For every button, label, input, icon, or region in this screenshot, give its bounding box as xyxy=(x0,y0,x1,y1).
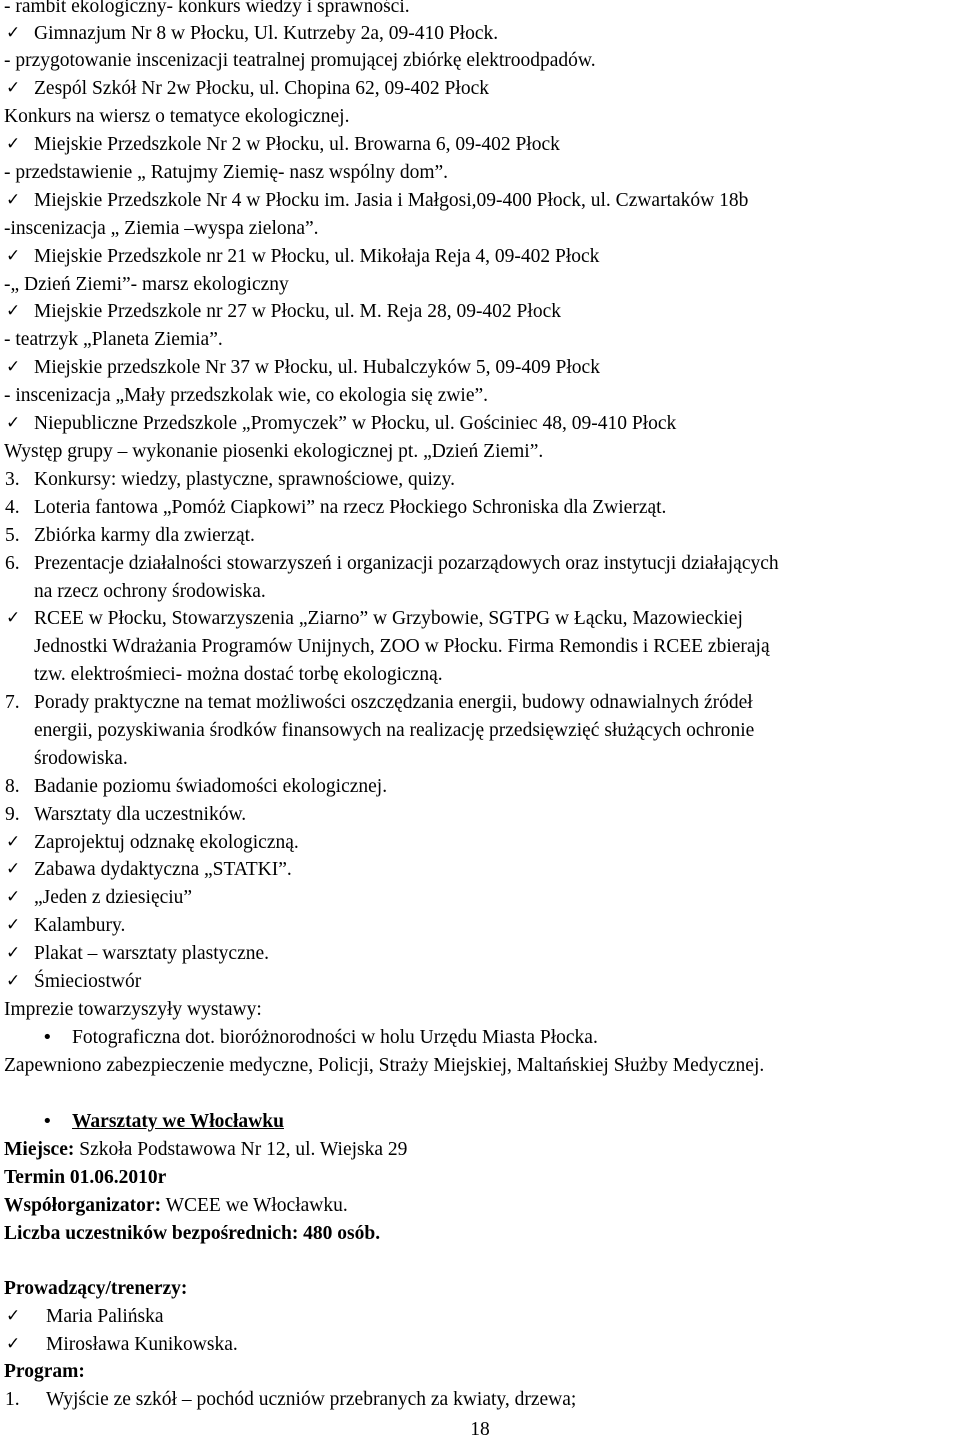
numbered-item-continuation: energii, pozyskiwania środków finansowych na realizację przedsięwzięć służących ochronie xyxy=(34,720,755,741)
checkmark-icon: ✓ xyxy=(6,78,21,98)
list-item: Miejskie Przedszkole Nr 2 w Płocku, ul. Browarna 6, 09-402 Płock xyxy=(34,134,560,155)
checkmark-icon: ✓ xyxy=(6,246,21,266)
checkmark-icon: ✓ xyxy=(6,134,21,154)
bullet-item: Fotograficzna dot. bioróżnorodności w holu Urzędu Miasta Płocka. xyxy=(72,1027,598,1048)
bullet-icon: • xyxy=(42,1027,53,1048)
program-item: Wyjście ze szkół – pochód uczniów przebranych za kwiaty, drzewa; xyxy=(46,1389,577,1410)
checkmark-icon: ✓ xyxy=(6,943,21,963)
place-value: Szkoła Podstawowa Nr 12, ul. Wiejska 29 xyxy=(74,1139,408,1160)
list-item: Miejskie przedszkole Nr 37 w Płocku, ul. Hubalczyków 5, 09-409 Płock xyxy=(34,357,600,378)
trainer-item: Maria Palińska xyxy=(46,1306,164,1327)
numbered-item: Prezentacje działalności stowarzyszeń i organizacji pozarządowych oraz instytucji działających xyxy=(34,553,779,574)
coorganizer-label: Współorganizator: xyxy=(4,1195,162,1216)
program-label: Program: xyxy=(4,1361,85,1382)
list-item: Plakat – warsztaty plastyczne. xyxy=(34,943,269,964)
checkmark-icon: ✓ xyxy=(6,1334,21,1354)
list-item: Zespól Szkół Nr 2w Płocku, ul. Chopina 62, 09-402 Płock xyxy=(34,78,489,99)
text-line: -inscenizacja „ Ziemia –wyspa zielona”. xyxy=(4,218,319,239)
checkmark-icon: ✓ xyxy=(6,832,21,852)
trainer-item: Mirosława Kunikowska. xyxy=(46,1334,238,1355)
checkmark-icon: ✓ xyxy=(6,971,21,991)
coorganizer-value: WCEE we Włocławku. xyxy=(161,1195,348,1216)
list-item: Zaprojektuj odznakę ekologiczną. xyxy=(34,832,299,853)
checkmark-icon: ✓ xyxy=(6,357,21,377)
trainers-label: Prowadzący/trenerzy: xyxy=(4,1278,188,1299)
text-line: Zapewniono zabezpieczenie medyczne, Policji, Straży Miejskiej, Maltańskiej Służby Medycznej. xyxy=(4,1055,765,1076)
place-label: Miejsce: xyxy=(4,1139,75,1160)
numbered-item-continuation: środowiska. xyxy=(34,748,128,769)
checkmark-icon: ✓ xyxy=(6,887,21,907)
checkmark-icon: ✓ xyxy=(6,23,21,43)
checkmark-icon: ✓ xyxy=(6,1306,21,1326)
text-line: Konkurs na wiersz o tematyce ekologicznej. xyxy=(4,106,350,127)
participants-line: Liczba uczestników bezpośrednich: 480 osób. xyxy=(4,1223,381,1244)
text-line: Imprezie towarzyszyły wystawy: xyxy=(4,999,262,1020)
list-number: 9. xyxy=(5,804,20,825)
list-item: Śmieciostwór xyxy=(34,971,142,992)
numbered-item: Zbiórka karmy dla zwierząt. xyxy=(34,525,255,546)
list-item: Zabawa dydaktyczna „STATKI”. xyxy=(34,859,292,880)
bullet-icon: • xyxy=(42,1111,53,1132)
list-number: 6. xyxy=(5,553,20,574)
list-item-continuation: tzw. elektrośmieci- można dostać torbę ekologiczną. xyxy=(34,664,443,685)
text-line: -„ Dzień Ziemi”- marsz ekologiczny xyxy=(4,274,289,295)
text-line: - inscenizacja „Mały przedszkolak wie, co ekologia się zwie”. xyxy=(4,385,489,406)
list-item: Kalambury. xyxy=(34,915,126,936)
list-item: Miejskie Przedszkole Nr 4 w Płocku im. Jasia i Małgosi,09-400 Płock, ul. Czwartaków 18b xyxy=(34,190,749,211)
text-line: - przygotowanie inscenizacji teatralnej promującej zbiórkę elektroodpadów. xyxy=(4,50,596,71)
numbered-item-continuation: na rzecz ochrony środowiska. xyxy=(34,581,266,602)
numbered-item: Konkursy: wiedzy, plastyczne, sprawnościowe, quizy. xyxy=(34,469,455,490)
page-number: 18 xyxy=(470,1419,490,1440)
list-item: Niepubliczne Przedszkole „Promyczek” w Płocku, ul. Gościniec 48, 09-410 Płock xyxy=(34,413,677,434)
checkmark-icon: ✓ xyxy=(6,413,21,433)
numbered-item: Loteria fantowa „Pomóż Ciapkowi” na rzecz Płockiego Schroniska dla Zwierząt. xyxy=(34,497,667,518)
list-number: 3. xyxy=(5,469,20,490)
list-item: RCEE w Płocku, Stowarzyszenia „Ziarno” w Grzybowie, SGTPG w Łącku, Mazowieckiej xyxy=(34,608,743,629)
place-line xyxy=(4,1136,407,1163)
section-heading: Warsztaty we Włocławku xyxy=(72,1111,284,1132)
list-number: 4. xyxy=(5,497,20,518)
numbered-item: Porady praktyczne na temat możliwości oszczędzania energii, budowy odnawialnych źródeł xyxy=(34,692,753,713)
list-number: 5. xyxy=(5,525,20,546)
list-number: 7. xyxy=(5,692,20,713)
checkmark-icon: ✓ xyxy=(6,301,21,321)
text-line: - rambit ekologiczny- konkurs wiedzy i sprawności. xyxy=(4,0,410,17)
checkmark-icon: ✓ xyxy=(6,190,21,210)
text-line: Występ grupy – wykonanie piosenki ekologicznej pt. „Dzień Ziemi”. xyxy=(4,441,544,462)
list-item-continuation: Jednostki Wdrażania Programów Unijnych, ZOO w Płocku. Firma Remondis i RCEE zbierają xyxy=(34,636,770,657)
date-line: Termin 01.06.2010r xyxy=(4,1167,167,1188)
numbered-item: Badanie poziomu świadomości ekologicznej. xyxy=(34,776,388,797)
list-number: 8. xyxy=(5,776,20,797)
list-item: Miejskie Przedszkole nr 27 w Płocku, ul. M. Reja 28, 09-402 Płock xyxy=(34,301,561,322)
list-item: Gimnazjum Nr 8 w Płocku, Ul. Kutrzeby 2a, 09-410 Płock. xyxy=(34,23,499,44)
text-line: - przedstawienie „ Ratujmy Ziemię- nasz wspólny dom”. xyxy=(4,162,449,183)
coorganizer-line xyxy=(4,1192,348,1219)
checkmark-icon: ✓ xyxy=(6,859,21,879)
checkmark-icon: ✓ xyxy=(6,608,21,628)
list-item: Miejskie Przedszkole nr 21 w Płocku, ul. Mikołaja Reja 4, 09-402 Płock xyxy=(34,246,600,267)
text-line: - teatrzyk „Planeta Ziemia”. xyxy=(4,329,223,350)
list-item: „Jeden z dziesięciu” xyxy=(34,887,193,908)
checkmark-icon: ✓ xyxy=(6,915,21,935)
numbered-item: Warsztaty dla uczestników. xyxy=(34,804,247,825)
list-number: 1. xyxy=(5,1389,20,1410)
